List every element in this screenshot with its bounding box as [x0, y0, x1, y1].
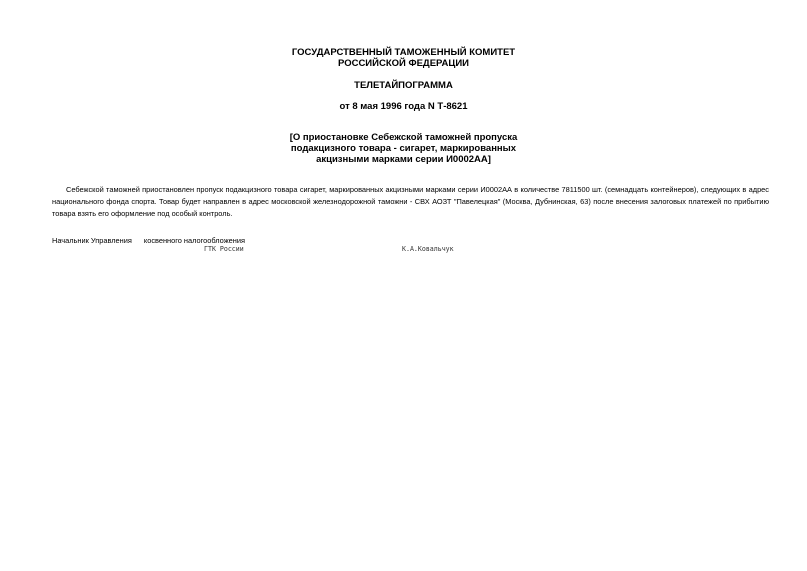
title-line-3: акцизными марками серии И0002АА]	[316, 154, 491, 165]
signatory-position-part-1: Начальник Управления	[52, 236, 132, 245]
signatory-name: К.А.Ковальчук	[402, 245, 454, 253]
title-line-2: подакцизного товара - сигарет, маркированных	[290, 143, 517, 154]
organization-line-1: ГОСУДАРСТВЕННЫЙ ТАМОЖЕННЫЙ КОМИТЕТ	[291, 47, 516, 58]
document-type: ТЕЛЕТАЙПОГРАММА	[354, 80, 453, 91]
organization-line-2: РОССИЙСКОЙ ФЕДЕРАЦИИ	[337, 58, 469, 69]
signatory-position-part-2: косвенного налогообложения	[143, 236, 245, 245]
document-title	[0, 132, 807, 165]
document-date-number: от 8 мая 1996 года N Т-8621	[339, 101, 468, 112]
signatory-agency: ГТК России	[204, 245, 244, 253]
document-body-paragraph: Себежской таможней приостановлен пропуск подакцизного товара сигарет, маркированных акцизными марками серии И0002АА в количестве 7811500 шт. (семнадцать контейнеров), следующих в адрес национального фонда спорта. Товар будет направлен в адрес московской железнодорожной таможни - СВХ АОЗТ "Павелецкая" (Москва, Дубнинская, 63) после внесения залоговых платежей по прибытию товара взять его оформление под особый контроль.	[52, 185, 769, 218]
issuing-organization	[0, 47, 807, 69]
title-line-1: [О приостановке Себежской таможней пропуска	[289, 132, 518, 143]
